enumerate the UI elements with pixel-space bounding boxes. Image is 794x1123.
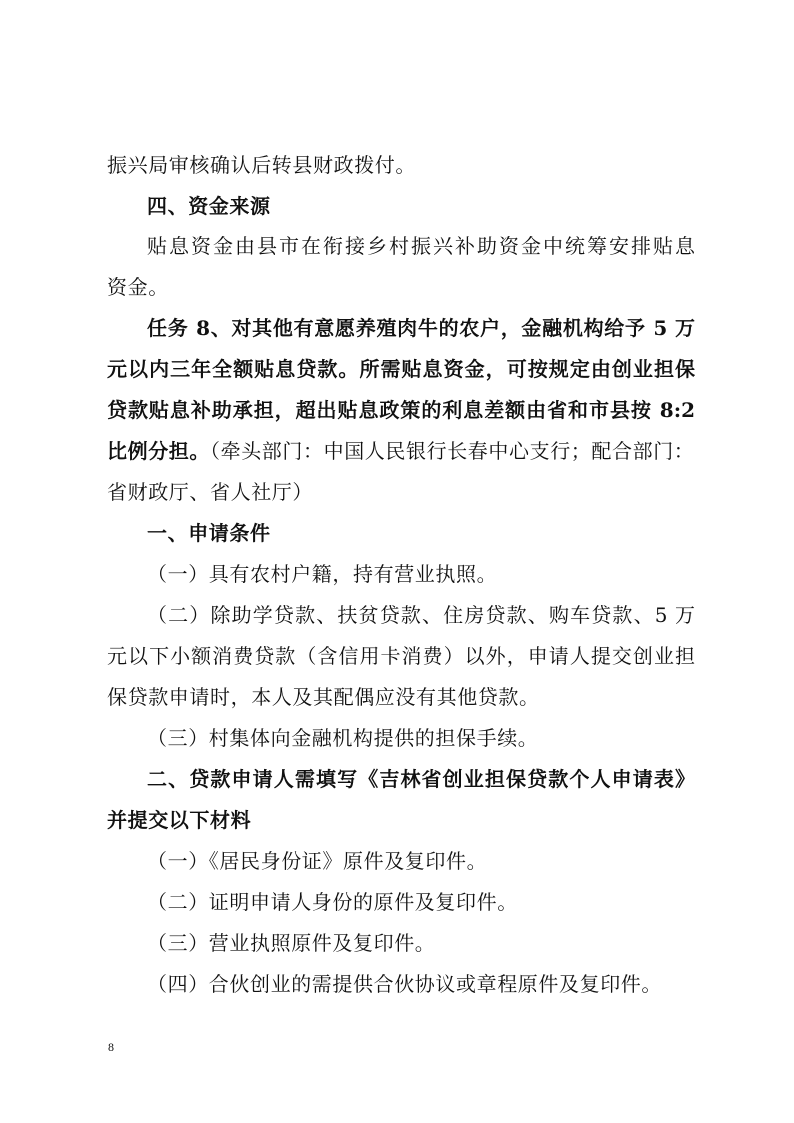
section-heading-conditions: 一、申请条件 xyxy=(147,521,271,545)
section-heading-materials: 并提交以下材料 xyxy=(107,808,252,832)
page-number: 8 xyxy=(108,1040,114,1054)
task-8-line: 任务 8、对其他有意愿养殖肉牛的农户，金融机构给予 5 万 xyxy=(147,316,695,340)
material-item: （二）证明申请人身份的原件及复印件。 xyxy=(147,890,518,914)
task-8-line xyxy=(107,437,694,465)
task-8-line: 贷款贴息补助承担，超出贴息政策的利息差额由省和市县按 8:2 xyxy=(107,398,695,422)
responsible-departments: （牵头部门：中国人民银行长春中心支行；配合部门： xyxy=(210,439,695,463)
section-heading-materials: 二、贷款申请人需填写《吉林省创业担保贷款个人申请表》 xyxy=(147,767,695,791)
paragraph-line: 资金。 xyxy=(107,275,169,299)
condition-item: 保贷款申请时，本人及其配偶应没有其他贷款。 xyxy=(107,685,540,709)
condition-item: （三）村集体向金融机构提供的担保手续。 xyxy=(147,726,539,750)
task-8-bold-end: 比例分担。 xyxy=(107,439,210,463)
material-item: （一）《居民身份证》原件及复印件。 xyxy=(147,849,488,873)
material-item: （四）合伙创业的需提供合伙协议或章程原件及复印件。 xyxy=(147,972,662,996)
section-heading-funding-source: 四、资金来源 xyxy=(147,194,271,218)
material-item: （三）营业执照原件及复印件。 xyxy=(147,931,436,955)
condition-item: （二）除助学贷款、扶贫贷款、住房贷款、购车贷款、5 万 xyxy=(147,603,695,627)
paragraph-line: 振兴局审核确认后转县财政拨付。 xyxy=(107,153,416,177)
responsible-departments: 省财政厅、省人社厅） xyxy=(107,480,313,504)
paragraph-line: 贴息资金由县市在衔接乡村振兴补助资金中统筹安排贴息 xyxy=(147,234,695,258)
task-8-line: 元以内三年全额贴息贷款。所需贴息资金，可按规定由创业担保 xyxy=(107,357,695,381)
condition-item: 元以下小额消费贷款（含信用卡消费）以外，申请人提交创业担 xyxy=(107,644,695,668)
condition-item: （一）具有农村户籍，持有营业执照。 xyxy=(147,562,498,586)
